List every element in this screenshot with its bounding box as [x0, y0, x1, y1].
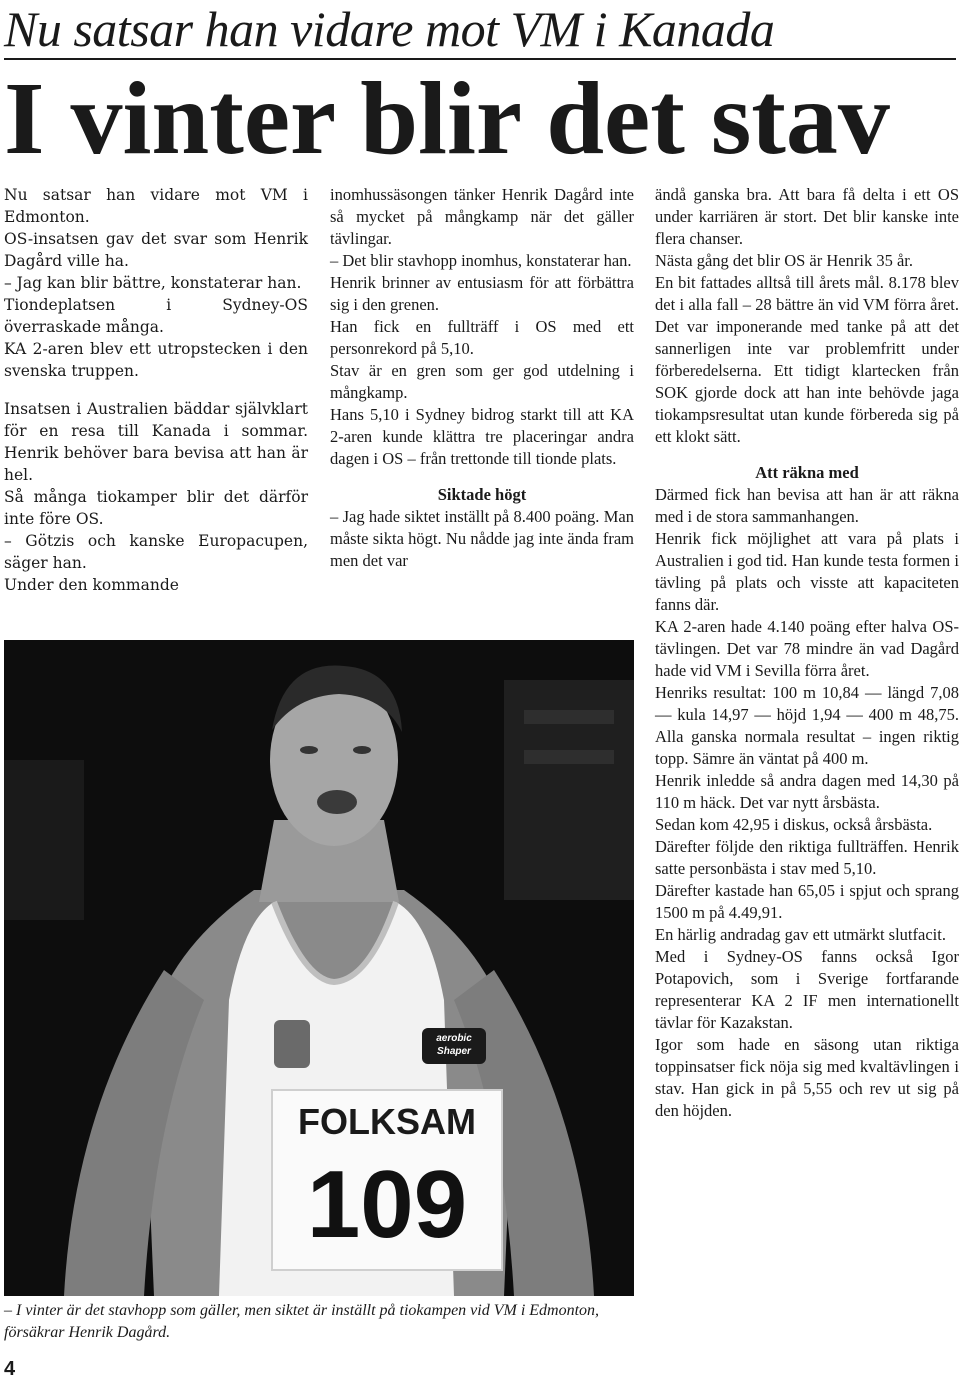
body-paragraph: ändå ganska bra. Att bara få delta i ett OS under karriären är stort. Det blir kanske inte flera chanser.: [655, 185, 959, 248]
body-paragraph: Med i Sydney-OS fanns också Igor Potapovich, som i Sverige fortfarande representerar KA 2 IF men internationellt tävlar för Kazakstan.: [655, 947, 959, 1032]
bib-number: 109: [306, 1151, 468, 1258]
body-paragraph: Nästa gång det blir OS är Henrik 35 år.: [655, 251, 913, 270]
kicker-headline: Nu satsar han vidare mot VM i Kanada: [4, 1, 775, 57]
body-paragraph: En härlig andradag gav ett utmärkt slutfacit.: [655, 925, 946, 944]
body-paragraph: Stav är en gren som ger god utdelning i mångkamp.: [330, 361, 634, 402]
body-paragraph: Under den kommande: [4, 576, 179, 594]
body-paragraph: Därefter kastade han 65,05 i spjut och sprang 1500 m på 4.49,91.: [655, 881, 959, 922]
body-paragraph: Henriks resultat: 100 m 10,84 — längd 7,08 — kula 14,97 — höjd 1,94 — 400 m 48,75. Alla ganska normala resultat – ingen riktig topp. Sämre än väntat på 400 m.: [655, 683, 959, 768]
subheading: Siktade högt: [437, 485, 527, 504]
main-headline: I vinter blir det stav: [4, 61, 890, 176]
body-paragraph: inomhussäsongen tänker Henrik Dagård inte så mycket på mångkamp när det gäller tävlingar.: [330, 185, 634, 248]
bib-sponsor: FOLKSAM: [298, 1101, 476, 1142]
body-paragraph: Därmed fick han bevisa att han är att räkna med i de stora sammanhangen.: [655, 485, 959, 526]
singlet-logo: aerobic Shaper: [436, 1033, 472, 1057]
article-column-3: [655, 184, 959, 1122]
body-paragraph: Henrik fick möjlighet att vara på plats i Australien i god tid. Han kunde testa formen i tävling på plats och visste att kapaciteten fanns där.: [655, 529, 959, 614]
body-paragraph: Henrik brinner av entusiasm för att förbättra sig i den grenen.: [330, 273, 634, 314]
body-paragraph: Så många tiokamper blir det därför inte före OS.: [4, 488, 308, 528]
intro-paragraph: KA 2-aren blev ett utropstecken i den svenska truppen.: [4, 340, 308, 380]
article-column-2: [330, 184, 634, 572]
body-paragraph: – Götzis och kanske Europacupen, säger han.: [4, 532, 308, 572]
body-paragraph: Sedan kom 42,95 i diskus, också årsbästa.: [655, 815, 933, 834]
body-paragraph: Igor som hade en säsong utan riktiga toppinsatser fick nöja sig med kvaltävlingen i stav. Han gick in på 5,55 och rev ut sig på den höjden.: [655, 1035, 959, 1120]
body-paragraph: En bit fattades alltså till årets mål. 8.178 blev det i alla fall – 28 bättre än vid VM förra året. Det var imponerande med tanke på att det sannerligen inte var problemfritt under förberedelserna. Ett tidigt klartecken från SOK gjorde dock att han inte behövde jaga tiokampsresultat utan kunde förbereda sig på ett klokt sätt.: [655, 273, 959, 446]
body-paragraph: KA 2-aren hade 4.140 poäng efter halva OS-tävlingen. Det var 78 mindre än vad Dagård hade vid VM i Sevilla förra året.: [655, 617, 959, 680]
intro-paragraph: – Jag kan blir bättre, konstaterar han.: [4, 274, 302, 292]
body-paragraph: – Jag hade siktet inställt på 8.400 poäng. Man måste sikta högt. Nu nådde jag inte ända fram men det var: [330, 507, 634, 570]
body-paragraph: – Det blir stavhopp inomhus, konstaterar han.: [330, 251, 632, 270]
body-paragraph: Han fick en fullträff i OS med ett personrekord på 5,10.: [330, 317, 634, 358]
body-paragraph: Hans 5,10 i Sydney bidrog starkt till att KA 2-aren kunde klättra tre placeringar andra dagen i OS – från trettonde till tionde plats.: [330, 405, 634, 468]
intro-paragraph: OS-insatsen gav det svar som Henrik Dagård ville ha.: [4, 230, 308, 270]
body-paragraph: Därefter följde den riktiga fullträffen. Henrik satte personbästa i stav med 5,10.: [655, 837, 959, 878]
intro-paragraph: Nu satsar han vidare mot VM i Edmonton.: [4, 186, 308, 226]
athlete-photo: [4, 640, 634, 1296]
body-paragraph: Henrik inledde så andra dagen med 14,30 på 110 m häck. Det var nytt årsbästa.: [655, 771, 959, 812]
intro-paragraph: Tiondeplatsen i Sydney-OS överraskade många.: [4, 296, 308, 336]
subheading: Att räkna med: [755, 463, 859, 482]
article-column-1: [4, 184, 308, 596]
body-paragraph: Insatsen i Australien bäddar självklart för en resa till Kanada i sommar. Henrik behöver bara bevisa att han är hel.: [4, 400, 308, 484]
page-number: 4: [4, 1358, 16, 1380]
photo-caption: – I vinter är det stavhopp som gäller, men siktet är inställt på tiokampen vid VM i Edmonton, försäkrar Henrik Dagård.: [4, 1302, 600, 1341]
